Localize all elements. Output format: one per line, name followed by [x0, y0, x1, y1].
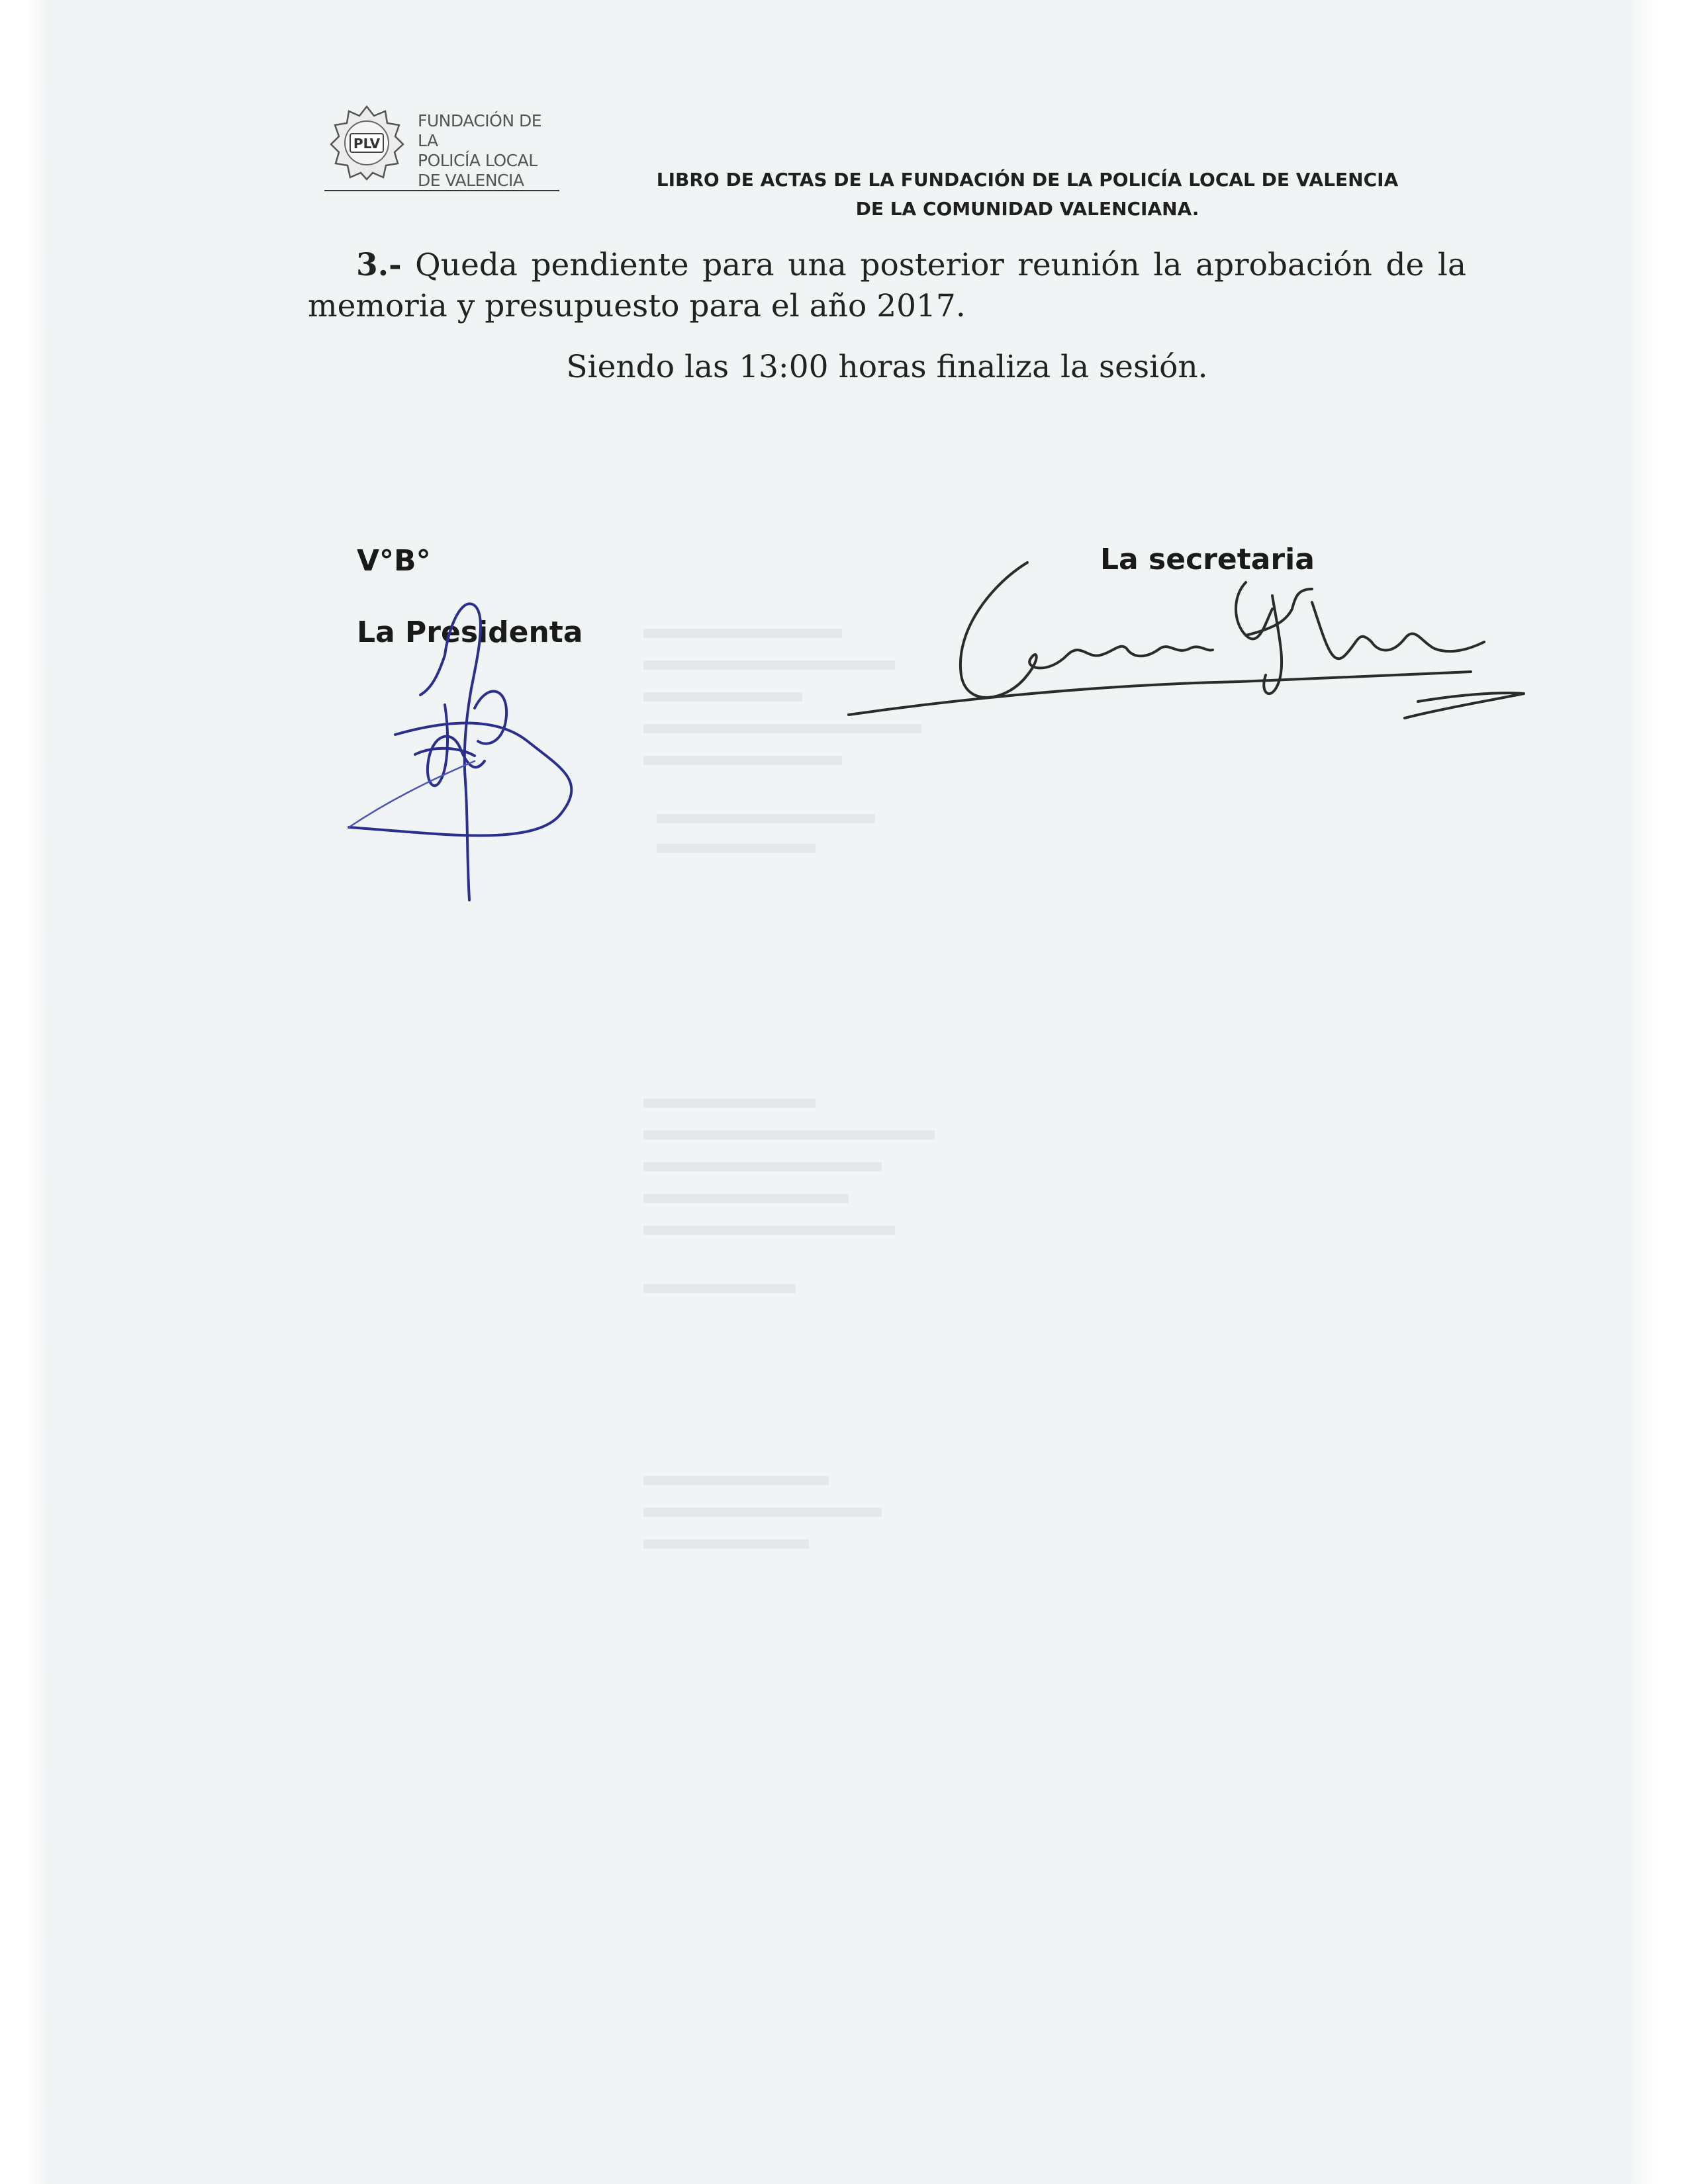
president-signature: [309, 582, 733, 927]
agenda-item-3: [308, 245, 1466, 327]
approval-label: V°B°: [357, 544, 431, 578]
closing-statement: Siendo las 13:00 horas finaliza la sesión.: [566, 349, 1208, 385]
president-label: La Presidenta: [357, 615, 583, 649]
book-title-line: LIBRO DE ACTAS DE LA FUNDACIÓN DE LA POLICÍA LOCAL DE VALENCIA: [656, 169, 1399, 191]
logo-wordmark: [418, 111, 554, 191]
scan-edge-right: [1628, 0, 1688, 2184]
header-rule: [324, 190, 559, 191]
logo-line: POLICÍA LOCAL: [418, 151, 538, 170]
svg-text:PLV: PLV: [353, 136, 381, 152]
secretary-signature: [809, 543, 1550, 761]
foundation-logo: [329, 105, 554, 190]
scan-edge-left: [0, 0, 48, 2184]
logo-line: DE VALENCIA: [418, 171, 524, 190]
document-page: [48, 0, 1628, 2184]
book-title: [597, 165, 1458, 224]
book-title-line: DE LA COMUNIDAD VALENCIANA.: [855, 198, 1199, 220]
police-star-emblem-icon: [329, 105, 405, 181]
secretary-label: La secretaria: [1100, 543, 1315, 576]
item-number: 3.-: [356, 247, 402, 283]
logo-line: FUNDACIÓN DE LA: [418, 111, 542, 150]
item-text: Queda pendiente para una posterior reunión la aprobación de la memoria y presupuesto para el año 2017.: [308, 247, 1466, 324]
